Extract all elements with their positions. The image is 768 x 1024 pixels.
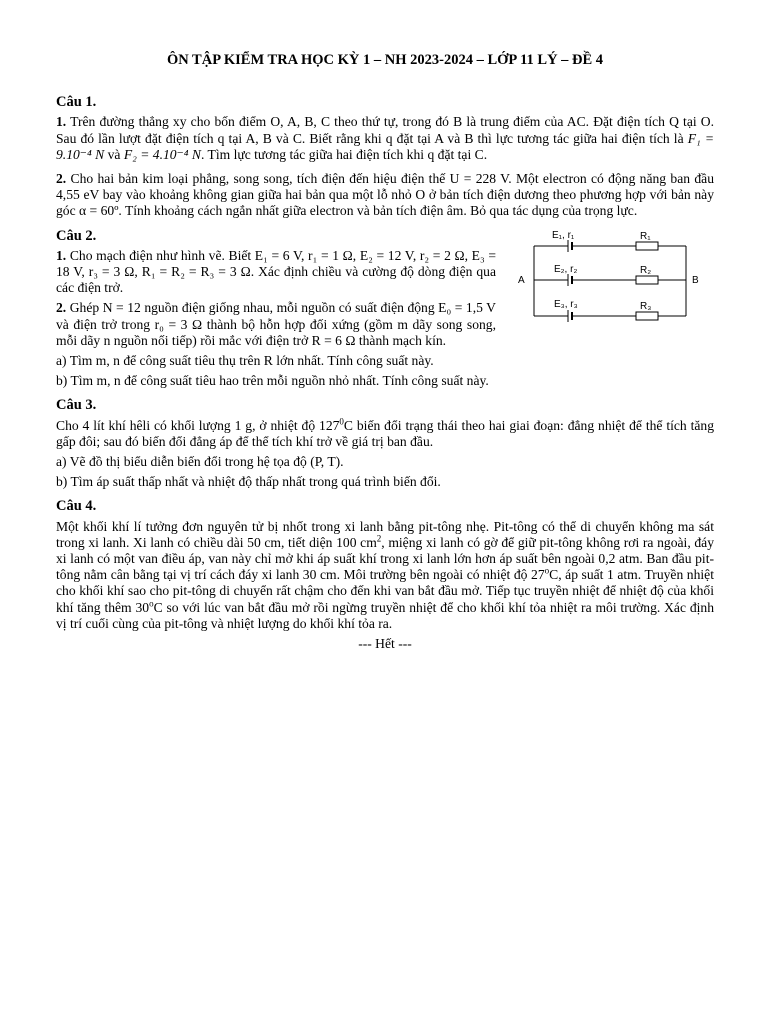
q2-heading: Câu 2. xyxy=(56,227,97,244)
q2-section xyxy=(56,228,714,390)
q4-text-1: Một khối khí lí tưởng đơn nguyên tử bị nhốt trong xi lanh bằng pit-tông nhẹ. Pit-tông có thể di chuyển không ma sát trong xi lanh. Xi lanh có chiều dài 50 cm, tiết diện 100 cm xyxy=(56,518,714,550)
resistor-r3 xyxy=(636,312,658,320)
q1-part2 xyxy=(56,171,714,220)
q3-heading: Câu 3. xyxy=(56,397,97,414)
resistor-r1 xyxy=(636,242,658,250)
q3-text-a: Cho 4 lít khí hêli có khối lượng 1 g, ở nhiệt độ 127 xyxy=(56,417,340,433)
q3-text-b: C biến đổi trạng thái theo hai giai đoạn: đẳng nhiệt để thể tích tăng gấp đôi; sau đó biến đổi đẳng áp để thể tích khí trở về giá trị ban đầu. xyxy=(56,417,714,449)
q2-item-b: b) Tìm m, n để công suất tiêu hao trên mỗi nguồn nhỏ nhất. Tính công suất này. xyxy=(56,373,489,389)
q2-part2-text: Ghép N = 12 nguồn điện giống nhau, mỗi nguồn có suất điện động E₀ = 1,5 V và điện trở trong r₀ = 3 Ω thành bộ hỗn hợp đối xứng (gồm m dãy song song, mỗi dãy n nguồn nối tiếp) rồi mắc với điện trở R = 6 Ω thành mạch kín. xyxy=(56,300,496,348)
source-e1-label: E₁, r₁ xyxy=(552,229,575,241)
q2-item-a: a) Tìm m, n để công suất tiêu thụ trên R lớn nhất. Tính công suất này. xyxy=(56,353,434,369)
circuit-diagram xyxy=(514,228,714,328)
q4-text-4: C so với lúc van bắt đầu mở rồi ngừng truyền nhiệt để cho khối khí tỏa nhiệt ra môi trường. Xác định vị trí cuối cùng của pit-tông và nhiệt lượng do khối khí tỏa ra. xyxy=(56,599,715,631)
q4-text-3: C, áp suất 1 atm. Truyền nhiệt cho khối khí sao cho pit-tông di chuyển rất chậm cho đến khi van bắt đầu mở. Tiếp tục truyền nhiệt để nhiệt độ của khối khí tăng thêm 30 xyxy=(56,567,714,615)
q3-text xyxy=(56,418,714,450)
node-a-label: A xyxy=(518,274,525,286)
q2-text-column xyxy=(56,248,496,349)
q4-text xyxy=(56,519,714,632)
q2-part2-number: 2. xyxy=(56,300,67,316)
q2-part1-text: Cho mạch điện như hình vẽ. Biết E₁ = 6 V, r₁ = 1 Ω, E₂ = 12 V, r₂ = 2 Ω, E₃ = 18 V, r₃ = 3 Ω, R₁ = R₂ = R₃ = 3 Ω. Xác định chiều và cường độ dòng điện qua các điện trở. xyxy=(56,247,496,296)
q1-part1 xyxy=(56,114,714,163)
q4-sup-3: o xyxy=(149,598,154,609)
q1-part2-text: Cho hai bản kim loại phẳng, song song, tích điện đến hiệu điện thế U = 228 V. Một electron có động năng ban đầu 4,55 eV bay vào khoảng không gian giữa hai bản qua một lỗ nhỏ O ở bản tích điện dương theo phương hợp với bản này góc α = 60º. Tính khoảng cách ngắn nhất giữa electron và bản tích điện âm. Bỏ qua tác dụng của trọng lực. xyxy=(56,171,714,219)
q4-sup-2: o xyxy=(544,565,550,576)
q1-part2-number: 2. xyxy=(56,171,67,187)
resistor-r2-label: R₂ xyxy=(640,264,652,276)
end-marker: --- Hết --- xyxy=(358,636,412,652)
page-title: ÔN TẬP KIỂM TRA HỌC KỲ 1 – NH 2023-2024 – LỚP 11 LÝ – ĐỀ 4 xyxy=(166,52,604,68)
q1-part1-text-a: Trên đường thẳng xy cho bốn điểm O, A, B, C theo thứ tự, trong đó B là trung điểm của AC. Đặt điện tích Q tại O. Sau đó lần lượt đặt điện tích q tại A, B và C. Biết rằng khi q đặt tại A và B thì lực tương tác giữa hai điện tích là xyxy=(56,114,715,146)
exam-page xyxy=(56,52,714,652)
q3-item-a: a) Vẽ đồ thị biểu diễn biến đổi trong hệ tọa độ (P, T). xyxy=(56,454,344,470)
q3-item-b: b) Tìm áp suất thấp nhất và nhiệt độ thấp nhất trong quá trình biến đổi. xyxy=(56,474,441,490)
source-e3-label: E₃, r₃ xyxy=(554,298,578,310)
resistor-r3-label: R₃ xyxy=(640,300,652,312)
q1-formula-f2: F₂ = 4.10⁻⁴ N xyxy=(123,146,201,162)
node-b-label: B xyxy=(692,274,699,286)
q4-heading: Câu 4. xyxy=(56,498,97,515)
q2-part2 xyxy=(56,300,496,349)
source-e2-label: E₂, r₂ xyxy=(554,263,578,275)
q2-part1-number: 1. xyxy=(56,247,67,263)
q4-sup-1: 2 xyxy=(376,533,382,544)
resistor-r1-label: R₁ xyxy=(640,230,651,242)
resistor-r2 xyxy=(636,276,658,284)
q1-heading: Câu 1. xyxy=(56,94,97,111)
q3-degree-sup: 0 xyxy=(339,416,344,427)
q4-text-2: , miệng xi lanh có gờ để giữ pit-tông không rơi ra ngoài, đáy xi lanh có một van điều áp, van này chỉ mở khi áp suất khí trong xi lanh lớn hơn áp suất bên ngoài 0,2 atm. Ban đầu pit-tông nằm cân bằng tại vị trí cách đáy xi lanh 30 cm. Môi trường bên ngoài có nhiệt độ 27 xyxy=(56,534,714,583)
q1-and: và xyxy=(107,146,121,162)
q1-part1-text-b: . Tìm lực tương tác giữa hai điện tích khi q đặt tại C. xyxy=(200,146,488,162)
q2-part1 xyxy=(56,248,496,297)
q1-part1-number: 1. xyxy=(56,114,67,130)
q1-formula-f1: F₁ = 9.10⁻⁴ N xyxy=(56,130,715,162)
